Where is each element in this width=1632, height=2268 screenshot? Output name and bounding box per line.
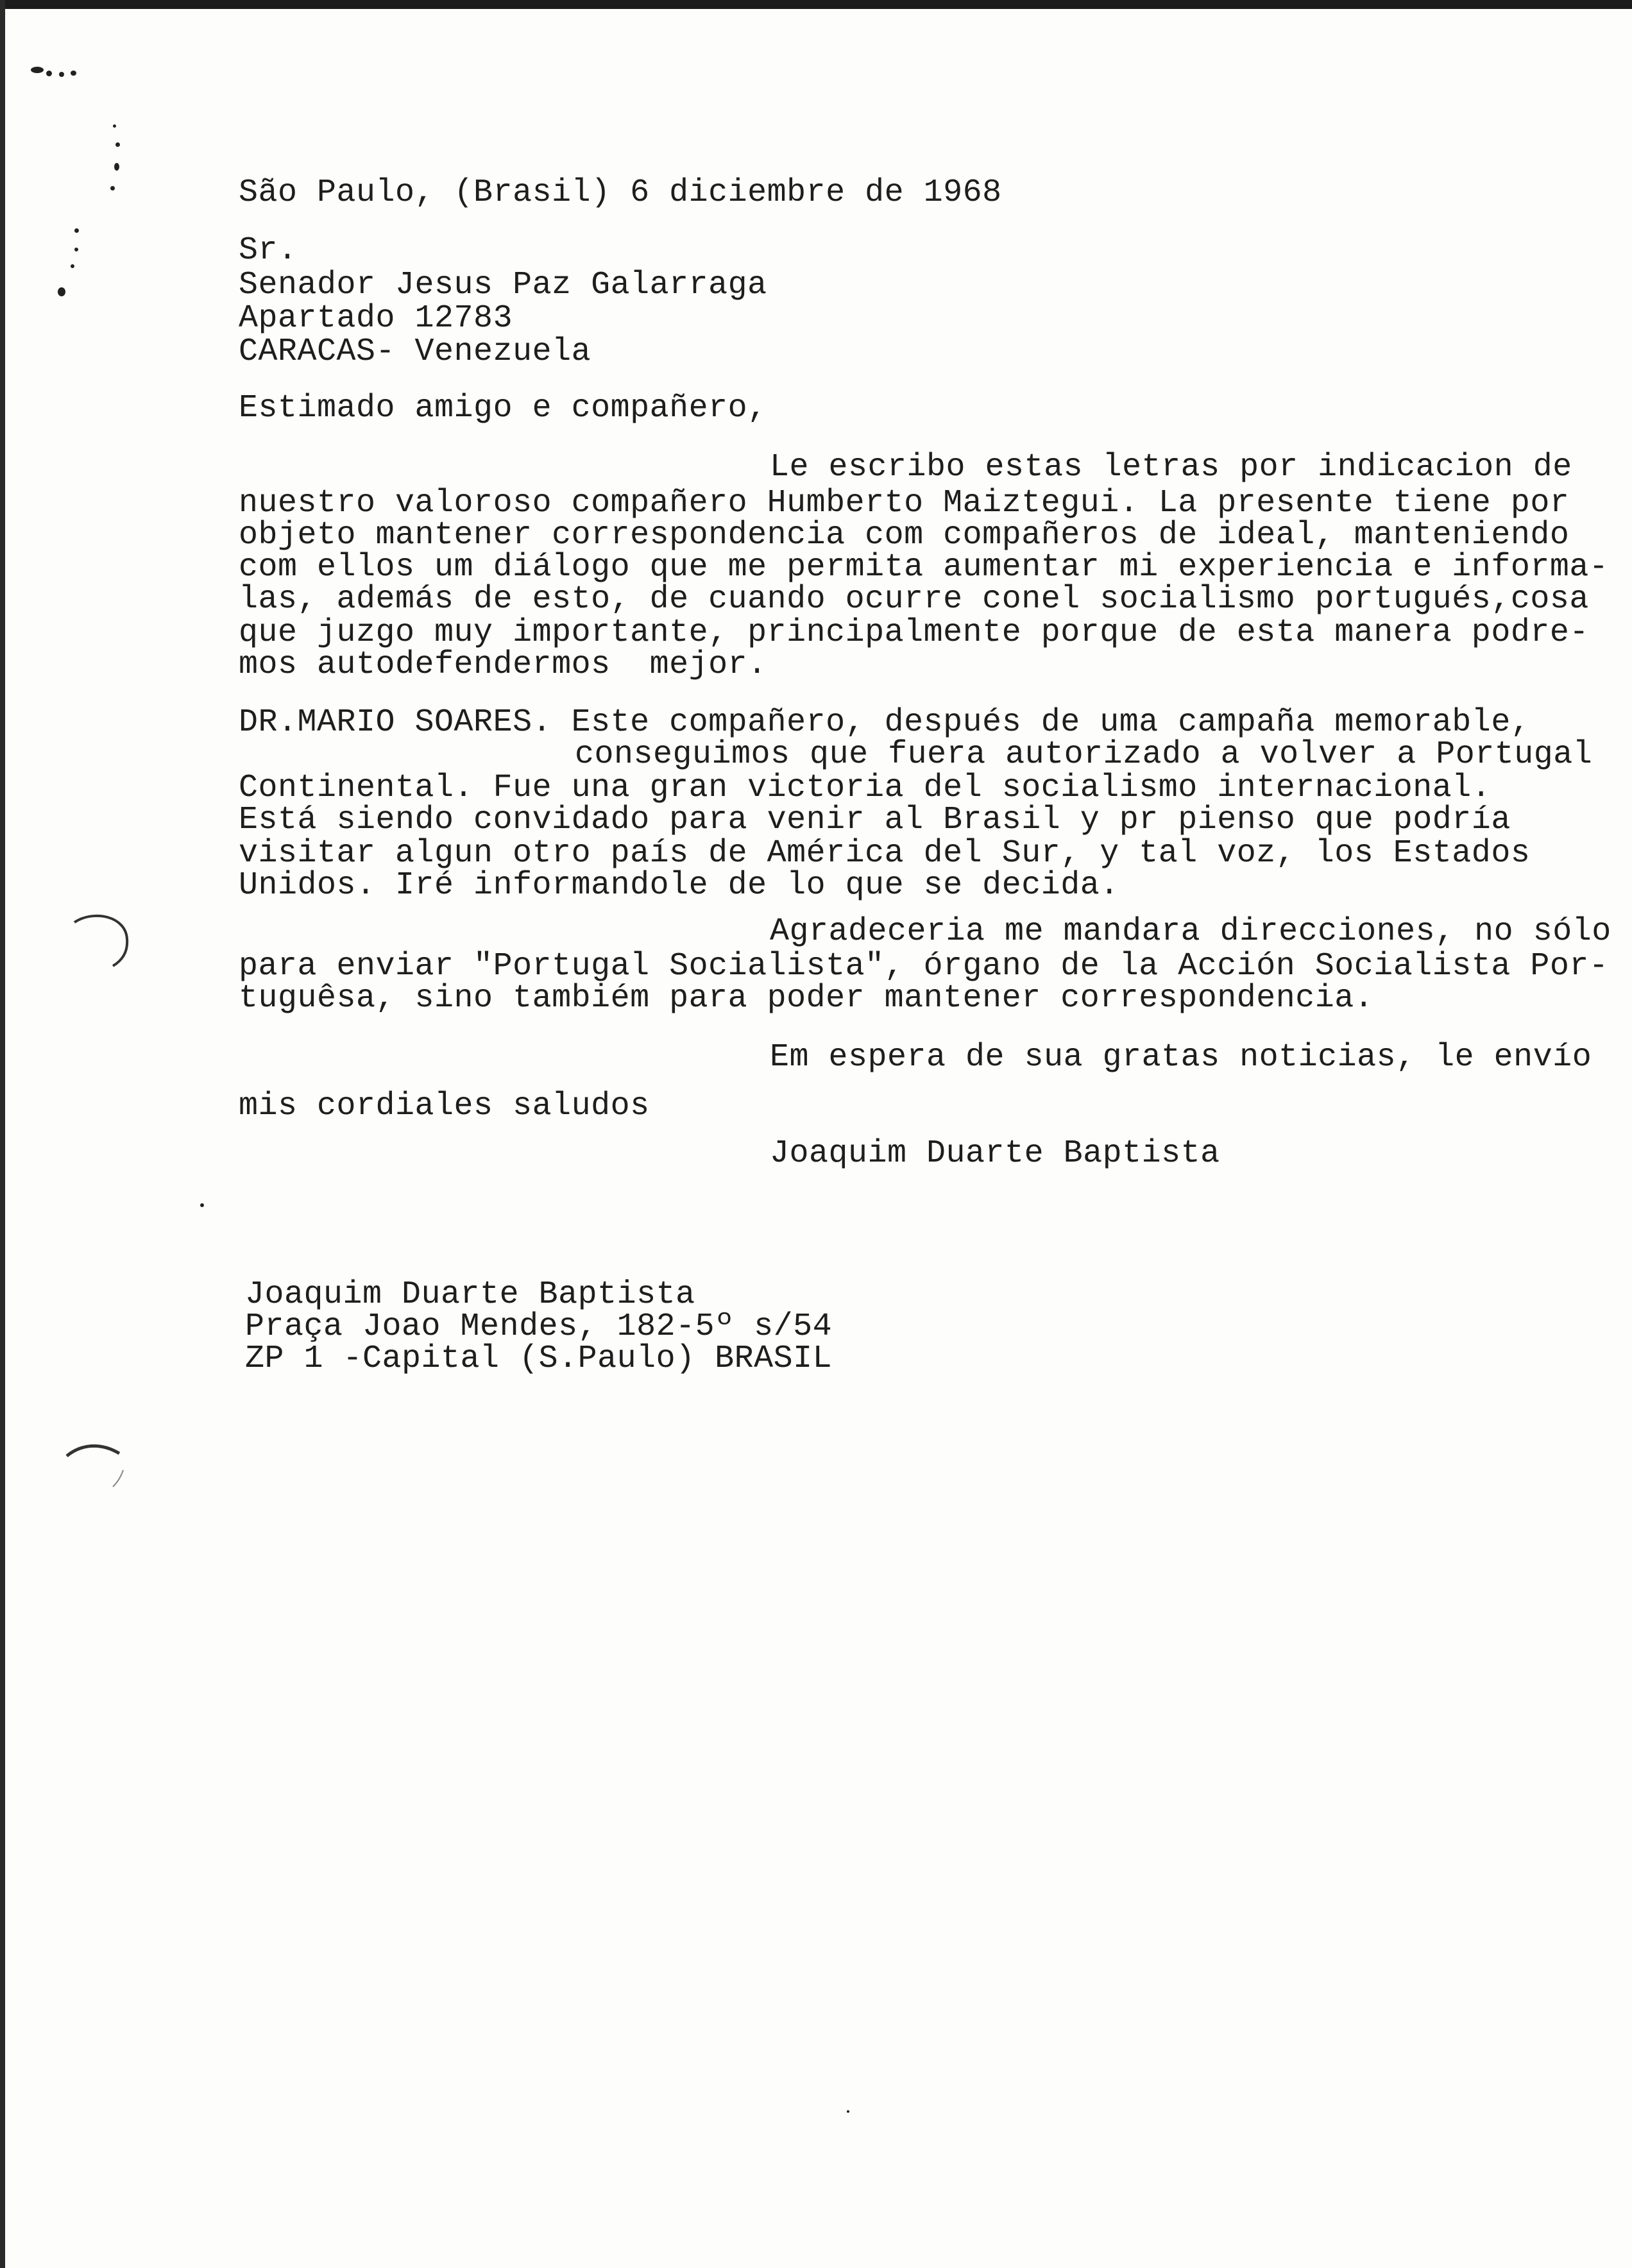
recipient-line: Senador Jesus Paz Galarraga [239, 267, 767, 303]
margin-mark [200, 1203, 204, 1207]
paragraph-line: objeto mantener correspondencia com compañeros de ideal, manteniendo [239, 517, 1570, 554]
paragraph-line: para enviar "Portugal Socialista", órgano de la Acción Socialista Por- [239, 948, 1609, 985]
paragraph-line: Unidos. Iré informandole de lo que se decida. [239, 867, 1119, 904]
margin-mark [847, 2110, 849, 2113]
margin-mark [74, 248, 78, 251]
paragraph-line: Está siendo convidado para venir al Brasil y pr pienso que podría [239, 802, 1511, 838]
paragraph-line: DR.MARIO SOARES. Este compañero, después de uma campaña memorable, [239, 704, 1531, 741]
closing-line: mis cordiales saludos [239, 1088, 650, 1124]
scan-top-edge [0, 0, 1632, 9]
margin-mark [31, 67, 44, 73]
recipient-line: CARACAS- Venezuela [239, 334, 591, 370]
margin-mark [71, 264, 74, 268]
sender-address-line: ZP 1 -Capital (S.Paulo) BRASIL [245, 1341, 833, 1377]
margin-mark [59, 72, 64, 77]
margin-mark [58, 287, 65, 296]
paragraph-line: com ellos um diálogo que me permita aumentar mi experiencia e informa- [239, 549, 1609, 586]
paragraph-line: Continental. Fue una gran victoria del socialismo internacional. [239, 770, 1492, 806]
sender-address-line: Praça Joao Mendes, 182-5º s/54 [245, 1308, 833, 1345]
paragraph-line: visitar algun otro país de América del Sur, y tal voz, los Estados [239, 835, 1531, 872]
margin-mark [71, 71, 76, 76]
closing-line: Em espera de sua gratas noticias, le envío [770, 1039, 1592, 1076]
scan-left-edge [0, 0, 5, 2268]
paragraph-line: nuestro valoroso compañero Humberto Maiztegui. La presente tiene por [239, 485, 1570, 521]
paragraph-line: mos autodefendermos mejor. [239, 647, 767, 683]
recipient-line: Sr. [239, 232, 298, 269]
sender-address-line: Joaquim Duarte Baptista [245, 1276, 695, 1313]
punch-hole-mark [62, 1439, 132, 1497]
punch-hole-mark [68, 910, 139, 974]
margin-mark [113, 124, 116, 128]
dateline: São Paulo, (Brasil) 6 diciembre de 1968 [239, 174, 1002, 211]
paragraph-line: Le escribo estas letras por indicacion de [770, 449, 1572, 486]
paragraph-line: conseguimos que fuera autorizado a volver a Portugal [575, 736, 1593, 773]
recipient-line: Apartado 12783 [239, 300, 513, 337]
paragraph-line: las, además de esto, de cuando ocurre conel socialismo portugués,cosa [239, 581, 1589, 618]
salutation: Estimado amigo e compañero, [239, 390, 767, 427]
margin-mark [114, 163, 119, 171]
margin-mark [115, 142, 120, 147]
paragraph-line: tuguêsa, sino tambiém para poder mantener correspondencia. [239, 980, 1374, 1017]
paragraph-line: que juzgo muy importante, principalmente porque de esta manera podre- [239, 614, 1589, 651]
margin-mark [46, 71, 52, 76]
margin-mark [110, 186, 115, 190]
paragraph-line: Agradeceria me mandara direcciones, no sólo [770, 913, 1611, 950]
signature: Joaquim Duarte Baptista [770, 1135, 1220, 1172]
margin-mark [74, 228, 79, 233]
